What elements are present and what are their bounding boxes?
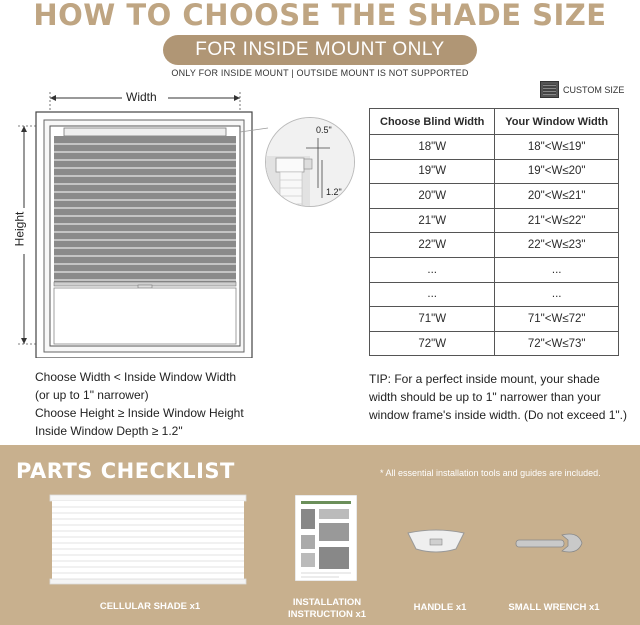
blind-width-cell: 20"W [370, 184, 495, 209]
window-width-cell: 20"<W≤21" [495, 184, 619, 209]
instruction-line: (or up to 1" narrower) [35, 388, 149, 402]
blind-width-cell: 18"W [370, 135, 495, 160]
wrench-drawing [512, 531, 584, 557]
blind-width-cell: ... [370, 257, 495, 282]
height-label: Height [12, 211, 27, 247]
table-row [370, 159, 619, 184]
window-width-cell: 21"<W≤22" [495, 208, 619, 233]
blind-width-cell: 72"W [370, 331, 495, 356]
table-row [370, 208, 619, 233]
table-row [370, 282, 619, 307]
table-row [370, 331, 619, 356]
table-row [370, 184, 619, 209]
handle-icon [406, 527, 466, 555]
part-label-wrench: SMALL WRENCH x1 [508, 602, 600, 613]
instruction-line: Choose Height ≥ Inside Window Height [35, 406, 244, 420]
blind-swatch-icon [540, 81, 559, 98]
depth-label: 1.2" [326, 187, 342, 197]
mount-tip: TIP: For a perfect inside mount, your shade width should be up to 1" narrower than your window frame's inside width. (Do not exceed 1".) [369, 372, 627, 422]
column-header-window-width: Your Window Width [495, 109, 619, 135]
blind-width-cell: 71"W [370, 307, 495, 332]
blind-width-cell: 19"W [370, 159, 495, 184]
instruction-sheet-drawing [295, 495, 357, 581]
window-width-cell: 22"<W≤23" [495, 233, 619, 258]
size-table [369, 108, 619, 356]
window-width-cell: 72"<W≤73" [495, 331, 619, 356]
blind-width-cell: ... [370, 282, 495, 307]
window-width-cell: ... [495, 282, 619, 307]
window-width-cell: 71"<W≤72" [495, 307, 619, 332]
window-width-cell: ... [495, 257, 619, 282]
table-row [370, 307, 619, 332]
table-row [370, 257, 619, 282]
instruction-line: Inside Window Depth ≥ 1.2" [35, 424, 183, 438]
column-header-blind-width: Choose Blind Width [370, 109, 495, 135]
table-row [370, 135, 619, 160]
part-label-cellular-shade: CELLULAR SHADE x1 [99, 601, 201, 612]
cellular-shade-drawing [48, 493, 248, 585]
width-label: Width [126, 90, 157, 104]
mount-note: ONLY FOR INSIDE MOUNT | OUTSIDE MOUNT IS NOT SUPPORTED [171, 68, 469, 78]
mount-type-badge: FOR INSIDE MOUNT ONLY [163, 35, 477, 65]
measurement-instructions [35, 368, 244, 440]
handle-drawing [406, 527, 466, 555]
instruction-sheet-icon [295, 495, 357, 581]
parts-title: PARTS CHECKLIST [16, 459, 235, 483]
part-label-instruction: INSTALLATION INSTRUCTION x1 [287, 597, 367, 620]
blind-width-cell: 21"W [370, 208, 495, 233]
blind-width-cell: 22"W [370, 233, 495, 258]
wrench-icon [512, 531, 584, 557]
window-width-cell: 18"<W≤19" [495, 135, 619, 160]
parts-note: * All essential installation tools and guides are included. [380, 468, 601, 478]
offset-label: 0.5" [316, 125, 332, 135]
instruction-line: Choose Width < Inside Window Width [35, 370, 237, 384]
custom-size-tag [540, 81, 624, 98]
window-diagram-drawing [14, 88, 274, 358]
part-label-handle: HANDLE x1 [413, 602, 467, 613]
size-table-header [370, 109, 619, 135]
page-title: HOW TO CHOOSE THE SHADE SIZE [33, 0, 607, 32]
custom-size-label: CUSTOM SIZE [563, 84, 625, 95]
window-width-cell: 19"<W≤20" [495, 159, 619, 184]
window-diagram [14, 88, 274, 358]
cellular-shade-icon [48, 493, 248, 585]
table-row [370, 233, 619, 258]
